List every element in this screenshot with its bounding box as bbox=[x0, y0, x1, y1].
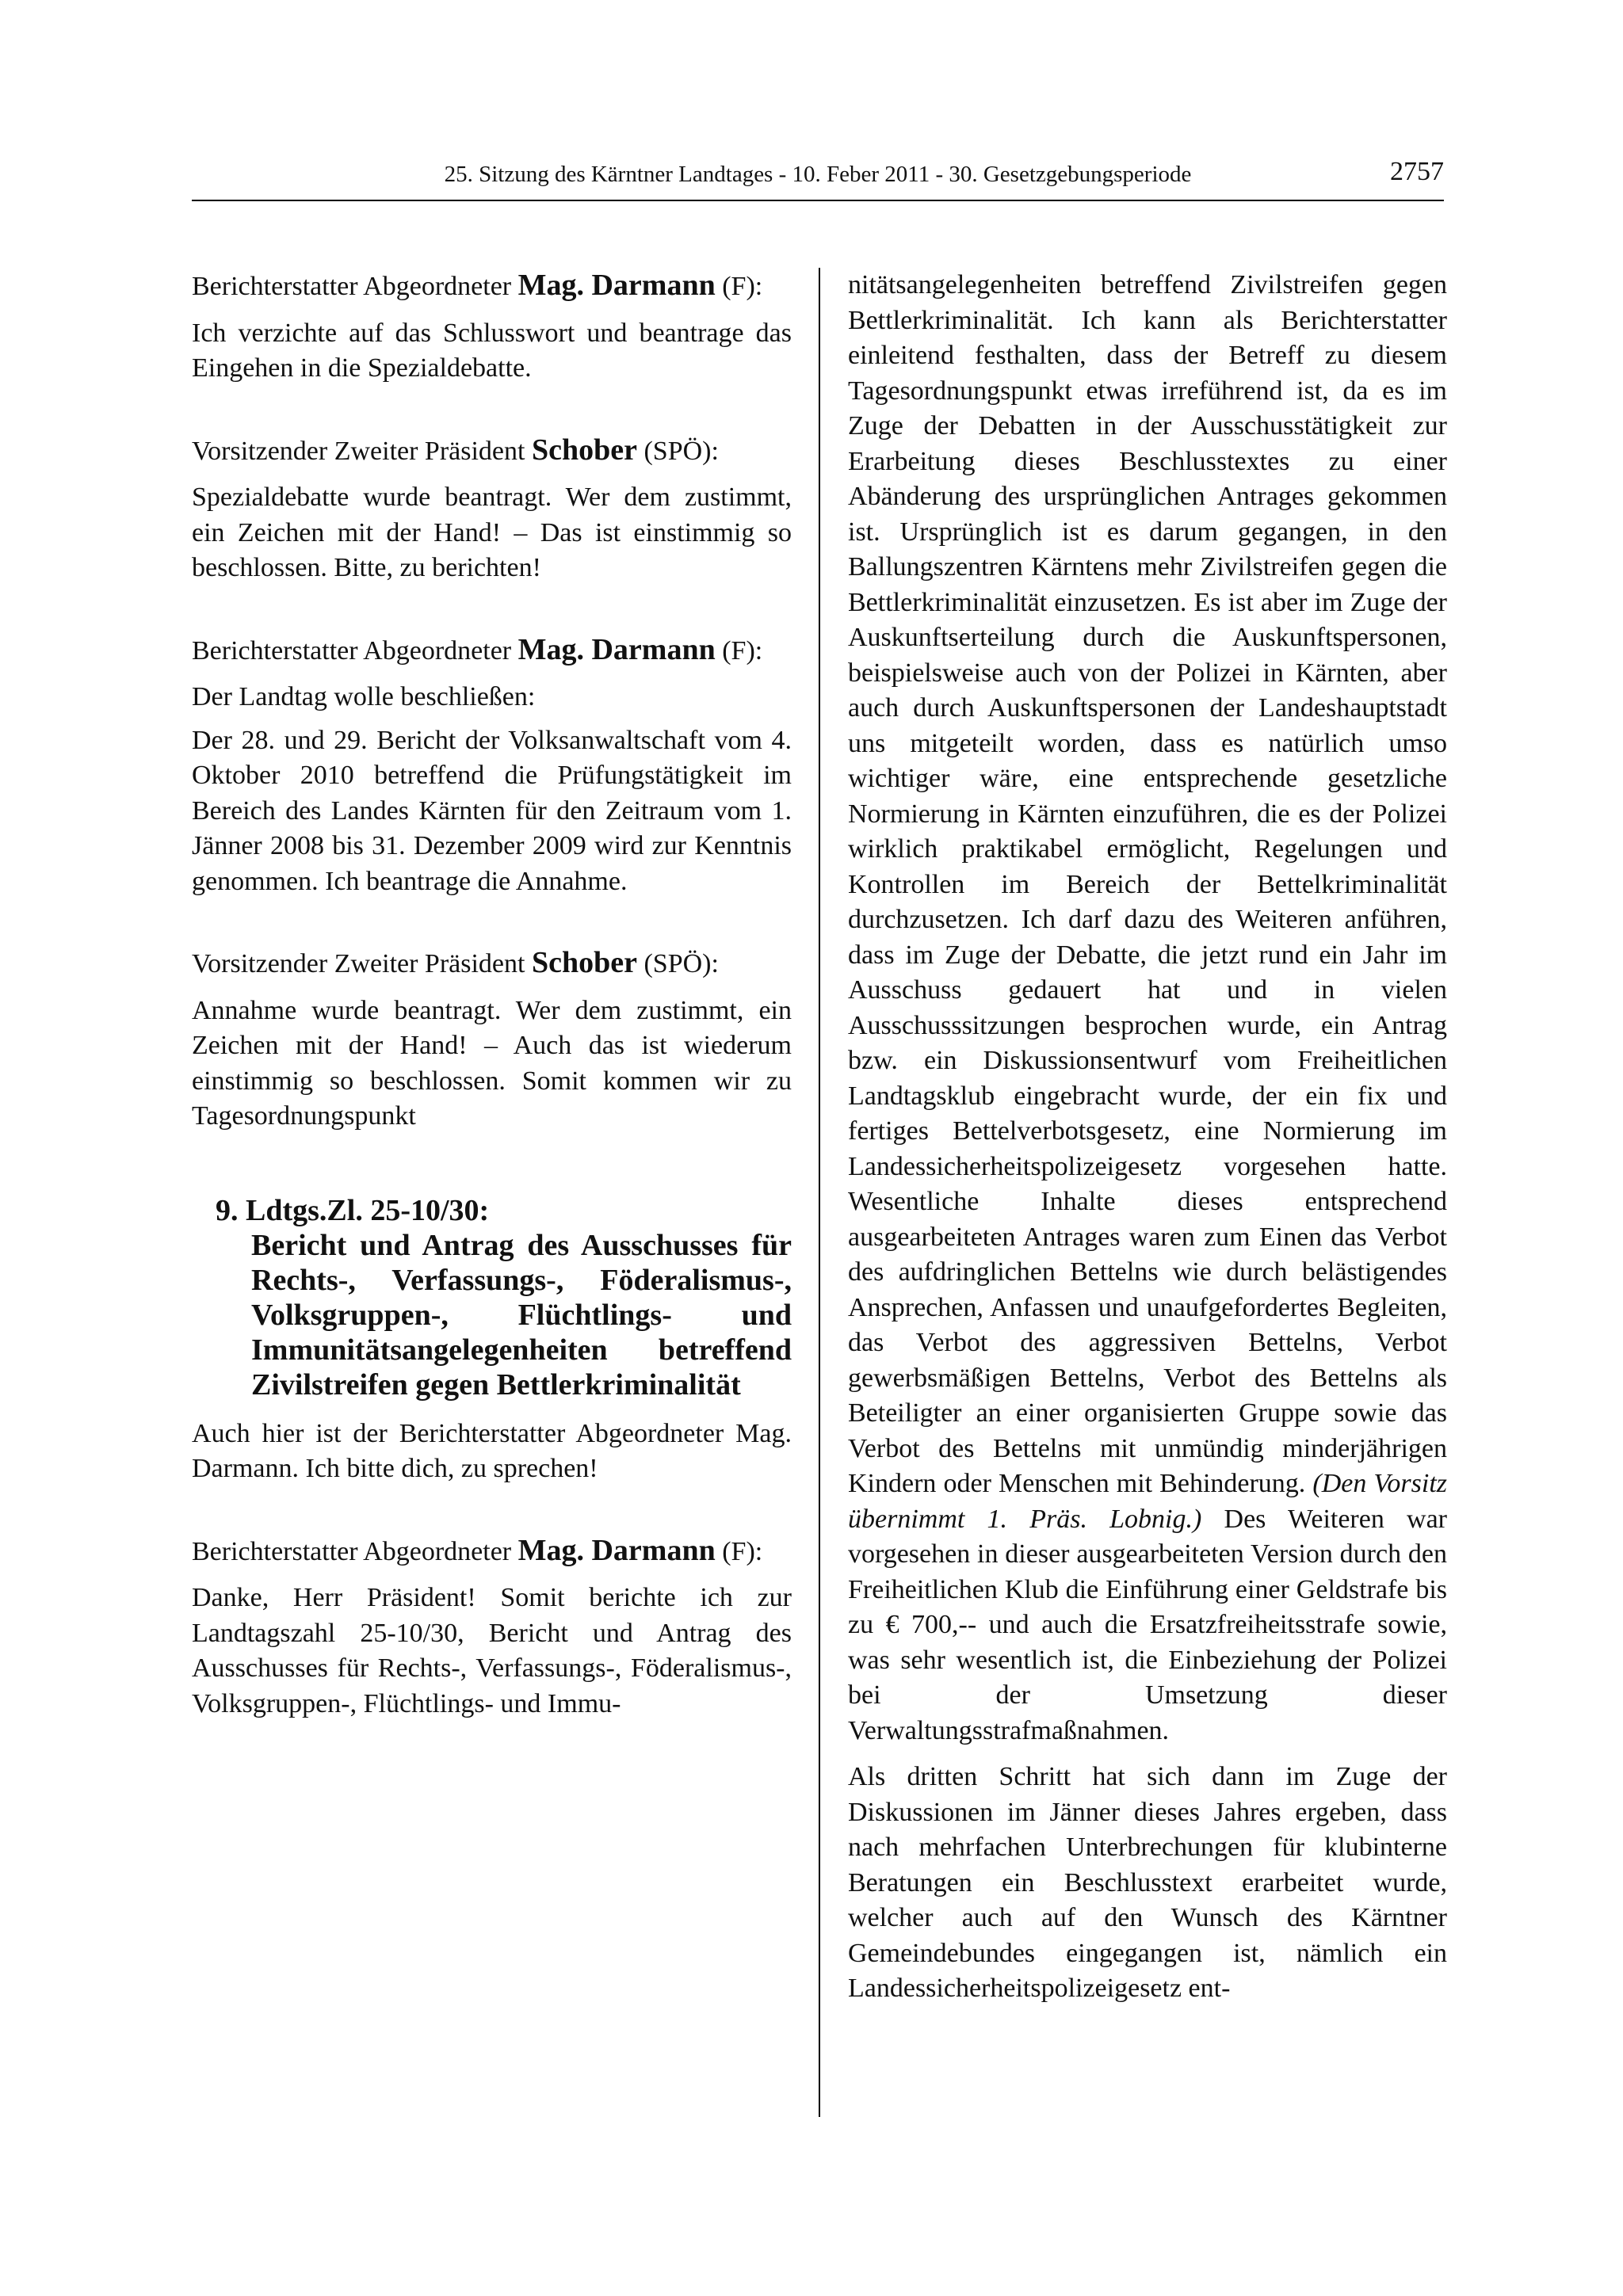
page-number: 2757 bbox=[1390, 157, 1444, 186]
agenda-item-heading bbox=[192, 1193, 792, 1402]
page-header bbox=[192, 155, 1444, 201]
speaker-role: Berichterstatter Abgeordneter bbox=[192, 272, 518, 301]
speaker-role: Berichterstatter Abgeordneter bbox=[192, 635, 518, 666]
right-column bbox=[848, 268, 1447, 2007]
speech-text: Auch hier ist der Berichterstatter Abgeordneter Mag. Darmann. Ich bitte dich, zu sprechen! bbox=[192, 1418, 792, 1483]
paragraph-text: Des Weiteren war vorgesehen in dieser ausgearbeiteten Version durch den Freiheitlichen Klub die Einführung einer Geldstrafe bis zu € 700,-- und auch die Ersatzfreiheitsstrafe sowie, was sehr wesentlich ist, die Einbeziehung der Polizei bei der Umsetzung dieser Verwaltungsstrafmaßnahmen. bbox=[848, 1504, 1447, 1745]
speaker-role: Vorsitzender Zweiter Präsident bbox=[192, 436, 532, 466]
column-divider bbox=[819, 268, 820, 2117]
speech-text: Der Landtag wolle beschließen: bbox=[192, 682, 536, 711]
agenda-title: Bericht und Antrag des Ausschusses für Rechts-, Verfassungs-, Föderalismus-, Volksgruppen-, Flüchtlings- und Immunitätsangelegenheiten betreffend Zivilstreifen gegen Bettlerkriminalität bbox=[251, 1228, 792, 1402]
speech-text: Der 28. und 29. Bericht der Volksanwaltschaft vom 4. Oktober 2010 betreffend die Prüfungstätigkeit im Bereich des Landes Kärnten für den Zeitraum vom 1. Jänner 2008 bis 31. Dezember 2009 wird zur Kenntnis genommen. Ich beantrage die Annahme. bbox=[192, 725, 792, 896]
speaker-party: (F): bbox=[715, 635, 763, 666]
paragraph bbox=[848, 268, 1447, 1749]
speaker-party: (SPÖ): bbox=[636, 949, 719, 978]
agenda-number: 9. Ldtgs.Zl. 25-10/30: bbox=[216, 1193, 490, 1227]
speaker-name: Schober bbox=[531, 946, 637, 979]
speech-text: Ich verzichte auf das Schlusswort und beantrage das Eingehen in die Spezialdebatte. bbox=[192, 318, 792, 383]
paragraph-text: nitätsangelegenheiten betreffend Zivilstreifen gegen Bettlerkriminalität. Ich kann als Berichterstatter einleitend festhalten, dass der Betreff zu diesem Tagesordnungspunkt etwas irreführend ist, da es im Zuge der Debatten in der Ausschusstätigkeit zur Erarbeitung dieses Beschlusstextes zu einer Abänderung des ursprünglichen Antrages gekommen ist. Ursprünglich ist es darum gegangen, in den Ballungszentren Kärntens mehr Zivilstreifen gegen die Bettlerkriminalität einzusetzen. Es ist aber im Zuge der Auskunftserteilung durch die Auskunftspersonen, beispielsweise auch von der Polizei in Kärnten, aber auch durch Auskunftspersonen der Landeshauptstadt uns mitgeteilt worden, dass es natürlich umso wichtiger wäre, eine entsprechende gesetzliche Normierung in Kärnten einzuführen, die es der Polizei wirklich praktikabel ermöglicht, Regelungen und Kontrollen im Bereich der Bettelkriminalität durchzusetzen. Ich darf dazu des Weiteren anführen, dass im Zuge der Debatte, die jetzt rund ein Jahr im Ausschuss gedauert hat und in vielen Ausschusssitzungen besprochen wurde, ein Antrag bzw. ein Diskussionsentwurf vom Freiheitlichen Landtagsklub eingebracht wurde, der ein fix und fertiges Bettelverbotsgesetz, eine Normierung im Landessicherheitspolizeigesetz vorgesehen hatte. Wesentliche Inhalte dieses entsprechend ausgearbeiteten Antrages waren zum Einen das Verbot des aufdringlichen Bettelns wie durch belästigendes Ansprechen, Anfassen und unaufgefordertes Begleiten, das Verbot des aggressiven Bettelns, Verbot gewerbsmäßigen Bettelns, Verbot des Bettelns als Beteiligter an einer organisierten Gruppe sowie das Verbot des Bettelns mit unmündig minderjährigen Kindern oder Menschen mit Behinderung. bbox=[848, 270, 1447, 1498]
speech-text: Annahme wurde beantragt. Wer dem zustimmt, ein Zeichen mit der Hand! – Auch das ist wiederum einstimmig so beschlossen. Somit kommen wir zu Tagesordnungspunkt bbox=[192, 995, 792, 1131]
speaker-party: (F): bbox=[715, 272, 763, 301]
speaker-name: Mag. Darmann bbox=[517, 1533, 716, 1567]
speaker-line bbox=[192, 433, 792, 470]
speaker-line bbox=[192, 632, 792, 669]
header-title: 25. Sitzung des Kärntner Landtages - 10. Feber 2011 - 30. Gesetzgebungsperiode bbox=[444, 162, 1192, 187]
speaker-name: Mag. Darmann bbox=[517, 632, 716, 666]
left-column bbox=[192, 268, 792, 1722]
paragraph: Als dritten Schritt hat sich dann im Zuge der Diskussionen im Jänner dieses Jahres ergeben, dass nach mehrfachen Unterbrechungen für klubinterne Beratungen ein Beschlusstext erarbeitet wurde, welcher auch auf den Wunsch des Kärntner Gemeindebundes eingegangen ist, nämlich ein Landessicherheitspolizeigesetz ent- bbox=[848, 1762, 1447, 2003]
speech-text: Spezialdebatte wurde beantragt. Wer dem zustimmt, ein Zeichen mit der Hand! – Das ist einstimmig so beschlossen. Bitte, zu berichten! bbox=[192, 482, 792, 582]
stage-direction: (Den Vorsitz übernimmt 1. Präs. Lobnig.) bbox=[848, 1469, 1447, 1534]
speaker-line bbox=[192, 268, 792, 305]
speaker-line bbox=[192, 1533, 792, 1570]
speech-text: Danke, Herr Präsident! Somit berichte ich zur Landtagszahl 25-10/30, Bericht und Antrag des Ausschusses für Rechts-, Verfassungs-, Föderalismus-, Volksgruppen-, Flüchtlings- und Immu- bbox=[192, 1583, 792, 1718]
speaker-party: (F): bbox=[715, 1536, 763, 1566]
speaker-name: Schober bbox=[531, 433, 637, 467]
speaker-party: (SPÖ): bbox=[636, 436, 719, 466]
speaker-role: Vorsitzender Zweiter Präsident bbox=[192, 949, 532, 978]
speaker-name: Mag. Darmann bbox=[517, 269, 716, 302]
speaker-role: Berichterstatter Abgeordneter bbox=[192, 1536, 518, 1566]
speaker-line bbox=[192, 945, 792, 982]
